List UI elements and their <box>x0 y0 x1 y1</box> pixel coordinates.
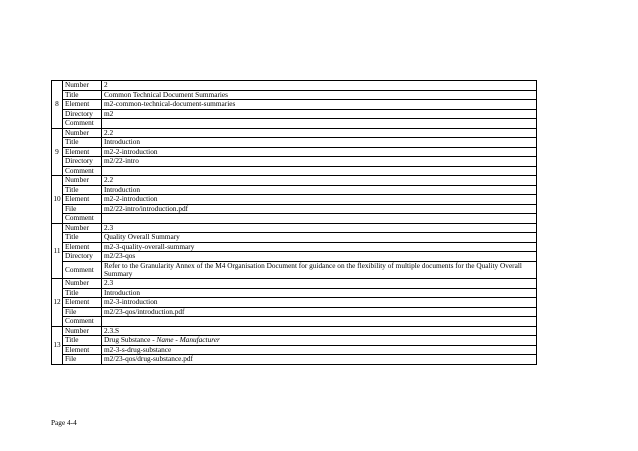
field-label: Number <box>63 81 102 91</box>
entry-number: 11 <box>52 223 63 279</box>
field-value-text: 2 <box>104 80 108 90</box>
table-row <box>52 100 537 110</box>
field-value <box>102 166 537 176</box>
field-label: Number <box>63 128 102 138</box>
field-label: Title <box>63 138 102 148</box>
table-body <box>52 81 537 365</box>
field-value-text: m2/22-intro <box>104 156 139 166</box>
field-label: Number <box>63 279 102 289</box>
field-value <box>102 147 537 157</box>
field-value-text: 2.3 <box>104 278 114 288</box>
field-value <box>102 128 537 138</box>
field-value-text: 2.2 <box>104 175 114 185</box>
table-row <box>52 166 537 176</box>
field-value-text: m2/23-qos/introduction.pdf <box>104 306 185 316</box>
table-row <box>52 157 537 167</box>
field-label: Element <box>63 147 102 157</box>
field-value <box>102 109 537 119</box>
field-label: Title <box>63 233 102 243</box>
table-row <box>52 214 537 224</box>
field-label: Title <box>63 336 102 346</box>
field-value-text: 2.2 <box>104 127 114 137</box>
field-label: Number <box>63 176 102 186</box>
field-label: Directory <box>63 157 102 167</box>
field-value <box>102 176 537 186</box>
field-value-text: Introduction <box>104 184 141 194</box>
table-row <box>52 261 537 279</box>
field-value <box>102 261 537 279</box>
field-label: Number <box>63 223 102 233</box>
field-value-text: 2.3.S <box>104 325 120 335</box>
entry-number: 12 <box>52 279 63 327</box>
field-label: Comment <box>63 261 102 279</box>
field-label: File <box>63 355 102 365</box>
field-value-text: m2-2-introduction <box>104 146 158 156</box>
field-value-text: m2-3-quality-overall-summary <box>104 241 195 251</box>
field-label: File <box>63 204 102 214</box>
field-value <box>102 242 537 252</box>
field-label: Element <box>63 195 102 205</box>
field-value-text: m2/22-intro/introduction.pdf <box>104 203 189 213</box>
field-value <box>102 214 537 224</box>
table-row <box>52 317 537 327</box>
field-value-text: Drug Substance - <box>104 335 157 345</box>
field-label: Element <box>63 100 102 110</box>
field-value <box>102 317 537 327</box>
field-value <box>102 119 537 129</box>
entry-number: 13 <box>52 326 63 364</box>
field-label: Title <box>63 185 102 195</box>
table-row <box>52 119 537 129</box>
field-label: Title <box>63 288 102 298</box>
field-value-text: m2-3-s-drug-substance <box>104 344 172 354</box>
field-value <box>102 355 537 365</box>
field-value <box>102 307 537 317</box>
field-value-text: m2-3-introduction <box>104 297 158 307</box>
page-number: Page 4-4 <box>51 418 77 427</box>
table-row <box>52 307 537 317</box>
field-value <box>102 157 537 167</box>
field-value-text: Introduction <box>104 137 141 147</box>
field-label: Comment <box>63 317 102 327</box>
table-row <box>52 109 537 119</box>
field-value <box>102 185 537 195</box>
field-value-text: m2/23-qos <box>104 251 136 261</box>
document-table <box>51 80 537 365</box>
field-label: Comment <box>63 119 102 129</box>
field-value <box>102 279 537 289</box>
field-value-text: Quality Overall Summary <box>104 232 180 242</box>
field-label: File <box>63 307 102 317</box>
field-label: Number <box>63 326 102 336</box>
field-label: Element <box>63 345 102 355</box>
field-value-italic: Name - Manufacturer <box>156 335 220 345</box>
field-label: Comment <box>63 166 102 176</box>
table-row <box>52 355 537 365</box>
field-value-text: 2.3 <box>104 222 114 232</box>
field-value-text: Common Technical Document Summaries <box>104 89 228 99</box>
field-value <box>102 100 537 110</box>
field-label: Directory <box>63 252 102 262</box>
entry-number: 10 <box>52 176 63 224</box>
field-value-text: Refer to the Granularity Annex of the M4 Organisation Document for guidance on the flexibility of multiple documents for the Quality Overall Summary <box>104 260 522 278</box>
field-value <box>102 288 537 298</box>
field-value-text: m2-common-technical-document-summaries <box>104 99 236 109</box>
entry-number: 8 <box>52 81 63 129</box>
field-label: Comment <box>63 214 102 224</box>
entry-number: 9 <box>52 128 63 176</box>
field-label: Title <box>63 90 102 100</box>
field-value <box>102 204 537 214</box>
field-label: Directory <box>63 109 102 119</box>
field-value-text: m2/23-qos/drug-substance.pdf <box>104 354 193 364</box>
field-value-text: m2-2-introduction <box>104 194 158 204</box>
field-label: Element <box>63 242 102 252</box>
table-row <box>52 204 537 214</box>
field-value <box>102 138 537 148</box>
field-value-text: Introduction <box>104 287 141 297</box>
field-value-text: m2 <box>104 108 114 118</box>
field-label: Element <box>63 298 102 308</box>
